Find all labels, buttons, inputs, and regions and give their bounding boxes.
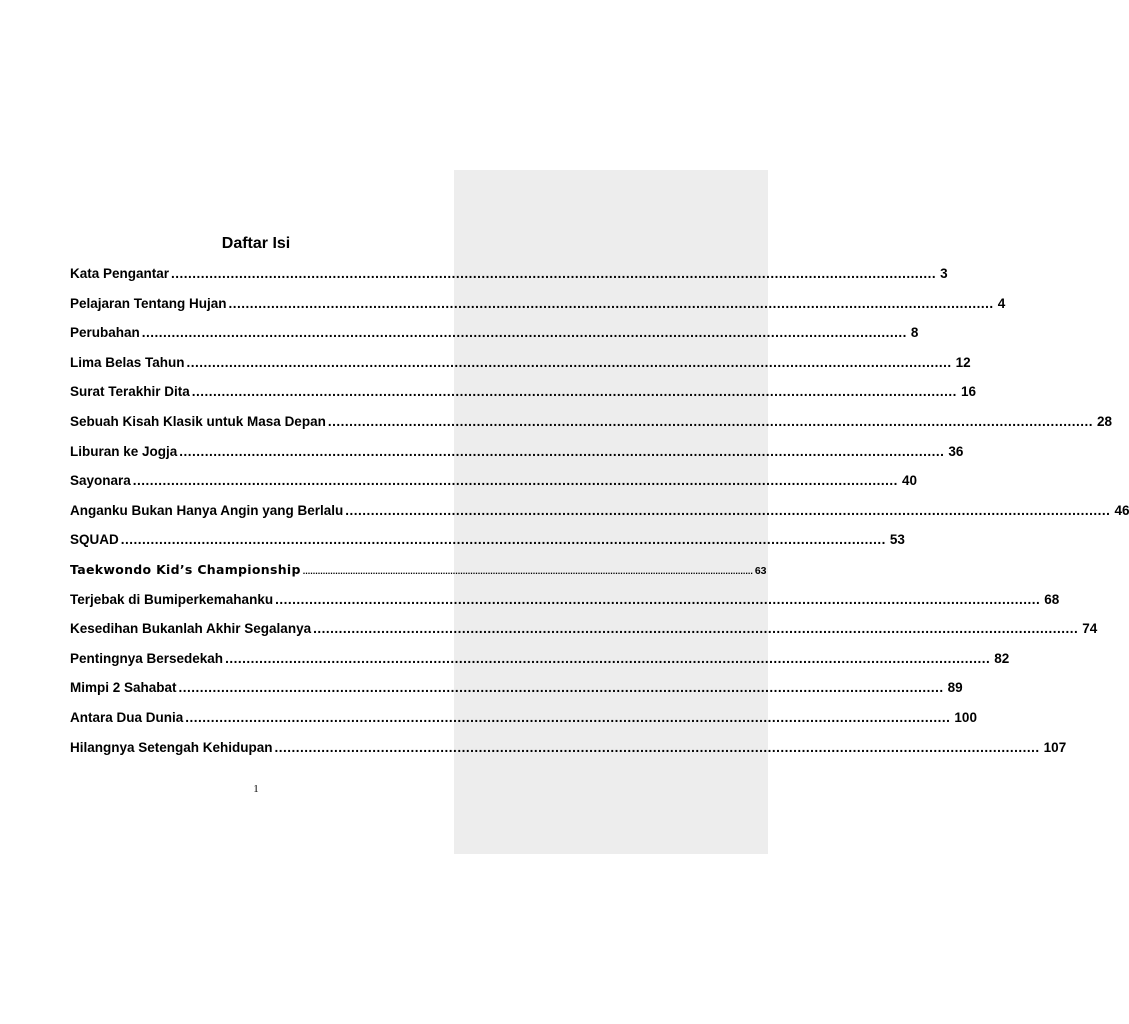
toc-entry[interactable] [70,680,963,710]
toc-dot-leader: .................................................................................................................................................................................... [179,443,945,459]
toc-entry[interactable] [70,354,971,385]
toc-dot-leader: .................................................................................................................................................................................... [171,266,937,281]
toc-entry[interactable] [70,739,1067,770]
toc-dot-leader: .................................................................................................................................................................................... [345,502,1111,518]
toc-entry-title: Pentingnya Bersedekah [70,650,224,666]
toc-entry[interactable] [70,443,964,474]
toc-entry-title: Antara Dua Dunia [70,709,184,725]
toc-entry-page: 8 [910,325,919,341]
toc-dot-leader: .................................................................................................................................................................................... [274,739,1040,755]
toc-entry-page: 68 [1044,591,1060,607]
toc-dot-leader: .................................................................................................................................................................................... [141,325,907,341]
toc-dot-leader: .................................................................................................................................................................................... [327,413,1093,429]
toc-dot-leader: .................................................................................................................................................................................... [302,565,753,576]
toc-entry[interactable] [70,591,1060,622]
page-title: Daftar Isi [221,235,291,252]
toc-entry-title: Kesedihan Bukanlah Akhir Segalanya [70,621,312,637]
toc-entry[interactable] [70,413,1112,444]
toc-entry-title: Perubahan [70,325,140,341]
toc-dot-leader: .................................................................................................................................................................................... [225,650,991,666]
toc-entry-page: 46 [1114,502,1129,518]
toc-entry[interactable] [70,384,976,414]
toc-entry[interactable] [70,325,919,355]
toc-entry-page: 36 [948,443,964,459]
toc-entry-page: 53 [889,532,905,548]
toc-entry-title: Sebuah Kisah Klasik untuk Masa Depan [70,413,326,429]
toc-entry-title: Anganku Bukan Hanya Angin yang Berlalu [70,502,344,518]
toc-dot-leader: .................................................................................................................................................................................... [275,591,1041,607]
toc-entry-page: 28 [1096,413,1112,429]
toc-entry[interactable] [70,650,1010,681]
toc-entry[interactable] [70,266,948,296]
toc-entry-title: Mimpi 2 Sahabat [70,680,177,696]
toc-entry-page: 12 [955,354,971,370]
toc-entry[interactable] [70,532,905,562]
toc-dot-leader: .................................................................................................................................................................................... [185,709,951,725]
page-number: 1 [253,783,259,795]
toc-dot-leader: .................................................................................................................................................................................... [313,621,1079,637]
toc-entry-title: Pelajaran Tentang Hujan [70,295,227,311]
toc-entry-page: 4 [997,295,1006,311]
toc-entry[interactable] [70,709,977,740]
toc-dot-leader: .................................................................................................................................................................................... [132,473,898,489]
toc-entry-title: Kata Pengantar [70,266,170,281]
toc-dot-leader: .................................................................................................................................................................................... [120,532,886,548]
toc-entry-title: Hilangnya Setengah Kehidupan [70,739,273,755]
toc-entry[interactable] [70,473,917,503]
toc-entry-title: Surat Terakhir Dita [70,384,190,400]
toc-entry-page: 16 [960,384,976,400]
toc-entry-title: Liburan ke Jogja [70,443,178,459]
toc-entry-page: 74 [1082,621,1098,637]
toc-entry[interactable] [70,561,767,592]
toc-entry-title: Sayonara [70,473,131,489]
toc-entry-title: SQUAD [70,532,119,548]
toc-dot-leader: .................................................................................................................................................................................... [191,384,957,400]
toc-dot-leader: .................................................................................................................................................................................... [228,295,994,311]
toc-entry-page: 40 [901,473,917,489]
toc-entry-page: 82 [994,650,1010,666]
toc-entry-page: 89 [947,680,963,696]
table-of-contents [70,266,1129,769]
toc-entry-page: 107 [1043,739,1067,755]
toc-entry[interactable] [70,502,1129,533]
toc-entry-title: Terjebak di Bumiperkemahanku [70,591,274,607]
toc-dot-leader: .................................................................................................................................................................................... [178,680,944,696]
toc-entry-page: 100 [954,709,977,725]
toc-entry-title: Lima Belas Tahun [70,354,185,370]
toc-entry[interactable] [70,621,1098,651]
toc-entry[interactable] [70,295,1006,326]
toc-entry-page: 63 [754,564,767,577]
toc-entry-title: Taekwondo Kid’s Championship [70,561,301,577]
toc-entry-page: 3 [940,266,948,281]
toc-dot-leader: .................................................................................................................................................................................... [186,354,952,370]
